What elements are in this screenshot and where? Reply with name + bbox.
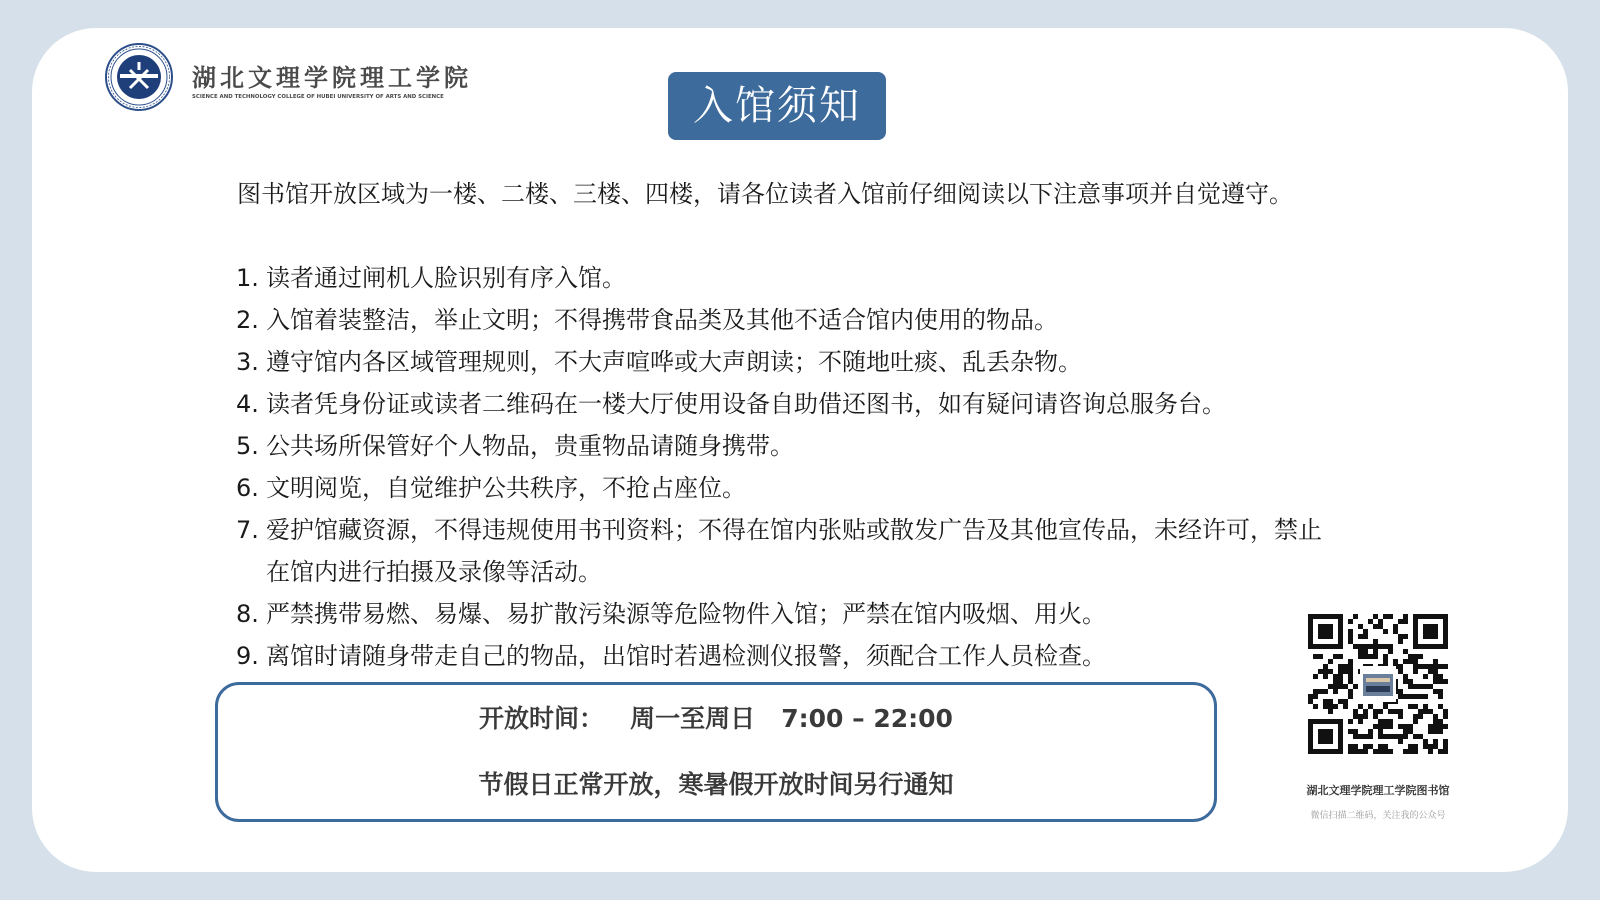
opening-hours-box — [215, 682, 1217, 822]
college-emblem-icon — [104, 42, 174, 112]
rule-text: 公共场所保管好个人物品，贵重物品请随身携带。 — [266, 432, 794, 460]
rule-item — [236, 299, 1336, 341]
holiday-notice: 节假日正常开放，寒暑假开放时间另行通知 — [478, 770, 954, 799]
rule-number: 2. — [236, 306, 259, 334]
rule-number: 6. — [236, 474, 259, 502]
rules-list — [236, 257, 1336, 677]
rule-text: 入馆着装整洁，举止文明；不得携带食品类及其他不适合馆内使用的物品。 — [266, 306, 1058, 334]
rule-item — [236, 593, 1336, 635]
rule-number: 5. — [236, 432, 259, 460]
notice-card — [32, 28, 1568, 872]
college-logo — [104, 42, 544, 112]
rule-number: 9. — [236, 642, 259, 670]
rule-number: 3. — [236, 348, 259, 376]
rule-number: 1. — [236, 264, 259, 292]
rule-item — [236, 635, 1336, 677]
rule-number: 8. — [236, 600, 259, 628]
rule-text: 爱护馆藏资源，不得违规使用书刊资料；不得在馆内张贴或散发广告及其他宣传品，未经许可，禁止在馆内进行拍摄及录像等活动。 — [266, 516, 1322, 586]
qr-code-icon — [1308, 614, 1448, 754]
rule-text: 文明阅览，自觉维护公共秩序，不抢占座位。 — [266, 474, 746, 502]
rule-item — [236, 509, 1336, 593]
rule-text: 离馆时请随身带走自己的物品，出馆时若遇检测仪报警，须配合工作人员检查。 — [266, 642, 1106, 670]
rule-number: 7. — [236, 516, 259, 544]
rule-item — [236, 341, 1336, 383]
org-name-cn: 湖北文理学院理工学院 — [192, 63, 472, 92]
rule-item — [236, 425, 1336, 467]
rule-text: 读者凭身份证或读者二维码在一楼大厅使用设备自助借还图书，如有疑问请咨询总服务台。 — [266, 390, 1226, 418]
qr-caption: 湖北文理学院理工学院图书馆 — [1306, 784, 1450, 797]
rule-item — [236, 257, 1336, 299]
org-name-en: SCIENCE AND TECHNOLOGY COLLEGE OF HUBEI UNIVERSITY OF ARTS AND SCIENCE — [192, 94, 444, 100]
page-title: 入馆须知 — [668, 72, 886, 140]
rule-text: 严禁携带易燃、易爆、易扩散污染源等危险物件入馆；严禁在馆内吸烟、用火。 — [266, 600, 1106, 628]
rule-number: 4. — [236, 390, 259, 418]
rule-item — [236, 383, 1336, 425]
intro-paragraph: 图书馆开放区域为一楼、二楼、三楼、四楼，请各位读者入馆前仔细阅读以下注意事项并自觉遵守。 — [237, 180, 1293, 208]
qr-subcaption: 微信扫描二维码，关注我的公众号 — [1310, 811, 1446, 821]
opening-hours: 开放时间： 周一至周日 7:00 – 22:00 — [479, 704, 953, 733]
rule-item — [236, 467, 1336, 509]
rule-text: 读者通过闸机人脸识别有序入馆。 — [266, 264, 626, 292]
rule-text: 遵守馆内各区域管理规则，不大声喧哗或大声朗读；不随地吐痰、乱丢杂物。 — [266, 348, 1082, 376]
